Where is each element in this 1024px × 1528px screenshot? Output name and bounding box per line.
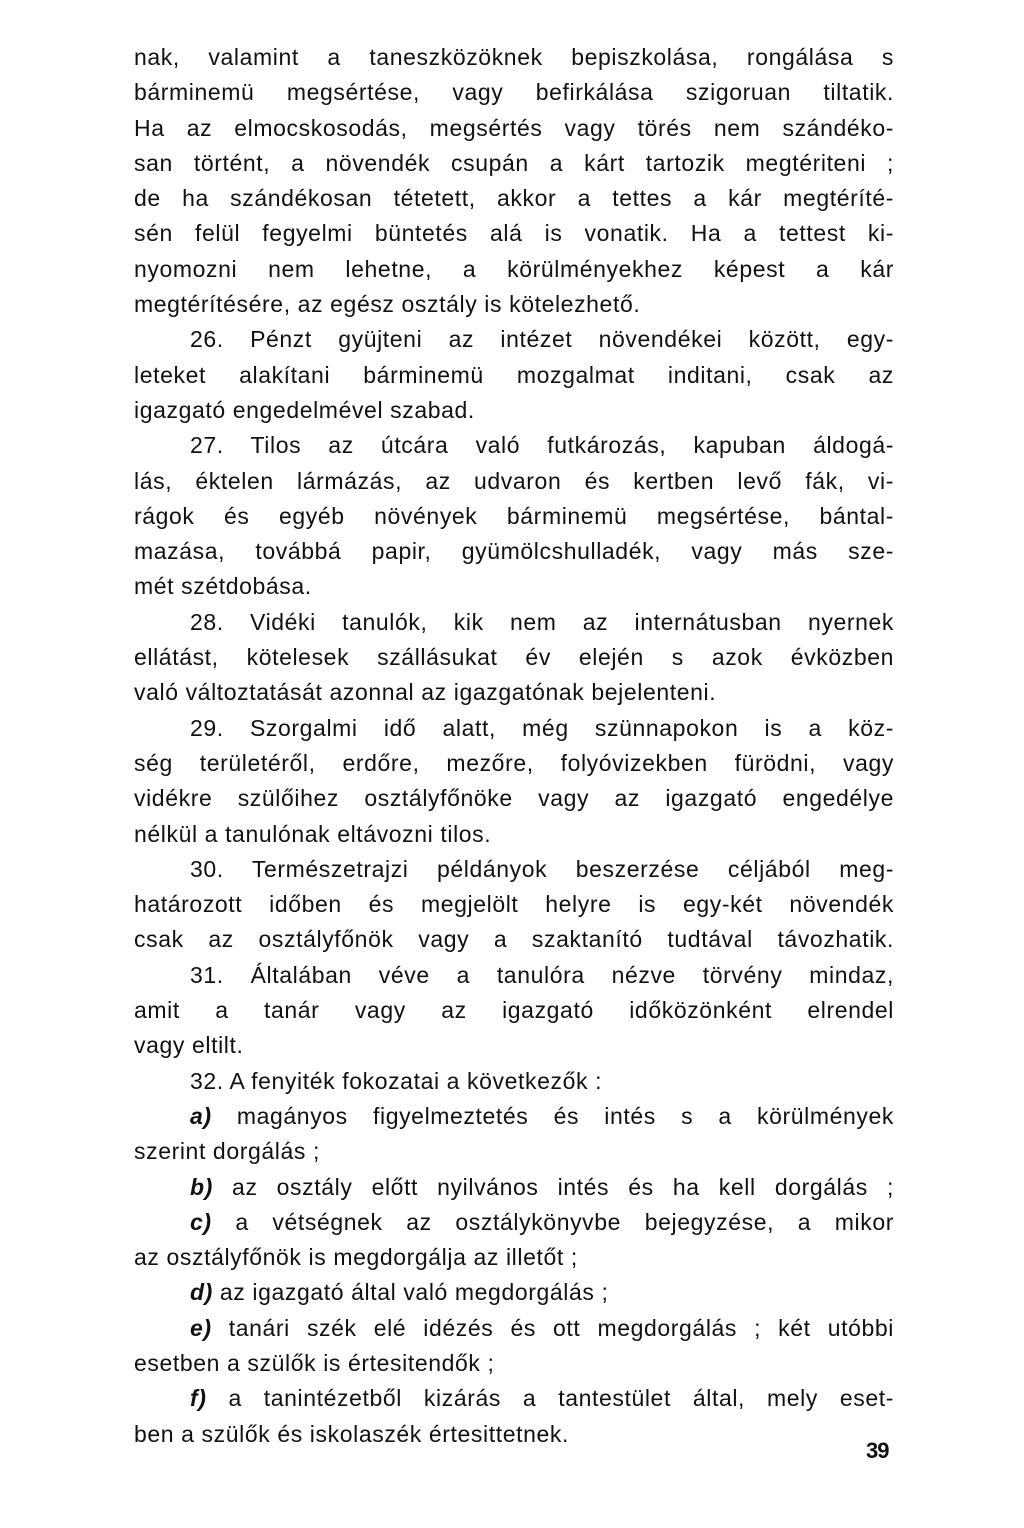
text-line: de ha szándékosan tétetett, akkor a tettes a kár megtéríté- — [134, 185, 894, 212]
list-item-f-continuation: ben a szülők és iskolaszék értesittetnek. — [134, 1420, 569, 1447]
list-marker: b) — [190, 1173, 213, 1200]
text-line: igazgató engedelmével szabad. — [134, 396, 475, 423]
list-item-text: a vétségnek az osztálykönyvbe bejegyzése, a mikor — [211, 1208, 894, 1235]
text-line: rágok és egyéb növények bárminemü megsértése, bántal- — [134, 502, 894, 529]
text-line: lás, éktelen lármázás, az udvaron és kertben levő fák, vi- — [134, 467, 894, 494]
text-line: leteket alakítani bárminemü mozgalmat inditani, csak az — [134, 361, 894, 388]
paragraph-27-line: 27. Tilos az útcára való futkározás, kapuban áldogá- — [190, 432, 894, 459]
text-line: csak az osztályfőnök vagy a szaktanító tudtával távozhatik. — [134, 926, 894, 953]
text-line: Ha az elmocskosodás, megsértés vagy törés nem szándéko- — [134, 114, 894, 141]
list-item-e-continuation: esetben a szülők is értesitendők ; — [134, 1349, 495, 1376]
text-line: amit a tanár vagy az igazgató időközönként elrendel — [134, 997, 894, 1024]
text-line: nak, valamint a taneszközöknek bepiszkolása, rongálása s — [134, 44, 894, 70]
list-item-d — [134, 1275, 894, 1310]
paragraph-28-line: 28. Vidéki tanulók, kik nem az internátusban nyernek — [190, 608, 894, 635]
text-line: való változtatását azonnal az igazgatónak bejelenteni. — [134, 679, 717, 706]
page-text — [134, 40, 894, 1452]
text-line: san történt, a növendék csupán a kárt tartozik megtériteni ; — [134, 149, 894, 176]
text-line: sén felül fegyelmi büntetés alá is vonatik. Ha a tettest ki- — [134, 220, 894, 247]
text-line: vagy eltilt. — [134, 1032, 244, 1059]
page-number: 39 — [866, 1438, 889, 1463]
list-item-text: tanári szék elé idézés és ott megdorgálás ; két utóbbi — [211, 1314, 894, 1341]
list-item-c — [134, 1205, 894, 1240]
list-item-text: magányos figyelmeztetés és intés s a körülmények — [211, 1102, 894, 1129]
list-marker: e) — [190, 1314, 212, 1341]
list-item-e — [134, 1311, 894, 1346]
text-line: nyomozni nem lehetne, a körülményekhez képest a kár — [134, 255, 894, 282]
paragraph-30-line: 30. Természetrajzi példányok beszerzése céljából meg- — [190, 855, 894, 882]
list-marker: d) — [190, 1279, 213, 1306]
text-line: ség területéről, erdőre, mezőre, folyóvizekben fürödni, vagy — [134, 749, 894, 776]
text-line: bárminemü megsértése, vagy befirkálása szigoruan tiltatik. — [134, 79, 894, 106]
paragraph-32-line: 32. A fenyiték fokozatai a következők : — [190, 1067, 603, 1094]
text-line: határozott időben és megjelölt helyre is egy-két növendék — [134, 891, 894, 918]
list-marker: a) — [190, 1102, 212, 1129]
list-marker: f) — [190, 1385, 207, 1412]
list-item-c-continuation: az osztályfőnök is megdorgálja az illetőt ; — [134, 1244, 578, 1271]
text-line: ellátást, kötelesek szállásukat év elején s azok évközben — [134, 644, 894, 671]
paragraph-29-line: 29. Szorgalmi idő alatt, még szünnapokon is a köz- — [190, 714, 894, 741]
list-item-f — [134, 1381, 894, 1416]
text-line: nélkül a tanulónak eltávozni tilos. — [134, 820, 492, 847]
list-item-a-continuation: szerint dorgálás ; — [134, 1138, 320, 1165]
text-line: megtérítésére, az egész osztály is kötelezhető. — [134, 291, 641, 318]
list-marker: c) — [190, 1208, 212, 1235]
text-line: mazása, továbbá papir, gyümölcshulladék, vagy más sze- — [134, 538, 894, 565]
text-line: mét szétdobása. — [134, 573, 312, 600]
list-item-text: az osztály előtt nyilvános intés és ha kell dorgálás ; — [212, 1173, 894, 1200]
list-item-a — [134, 1099, 894, 1134]
paragraph-31-line: 31. Általában véve a tanulóra nézve törvény mindaz, — [190, 961, 894, 988]
list-item-text: az igazgató által való megdorgálás ; — [212, 1279, 609, 1306]
list-item-b — [134, 1170, 894, 1205]
paragraph-26-line: 26. Pénzt gyüjteni az intézet növendékei között, egy- — [190, 326, 894, 353]
list-item-text: a tanintézetből kizárás a tantestület által, mely eset- — [206, 1385, 894, 1412]
text-line: vidékre szülőihez osztályfőnöke vagy az igazgató engedélye — [134, 785, 894, 812]
